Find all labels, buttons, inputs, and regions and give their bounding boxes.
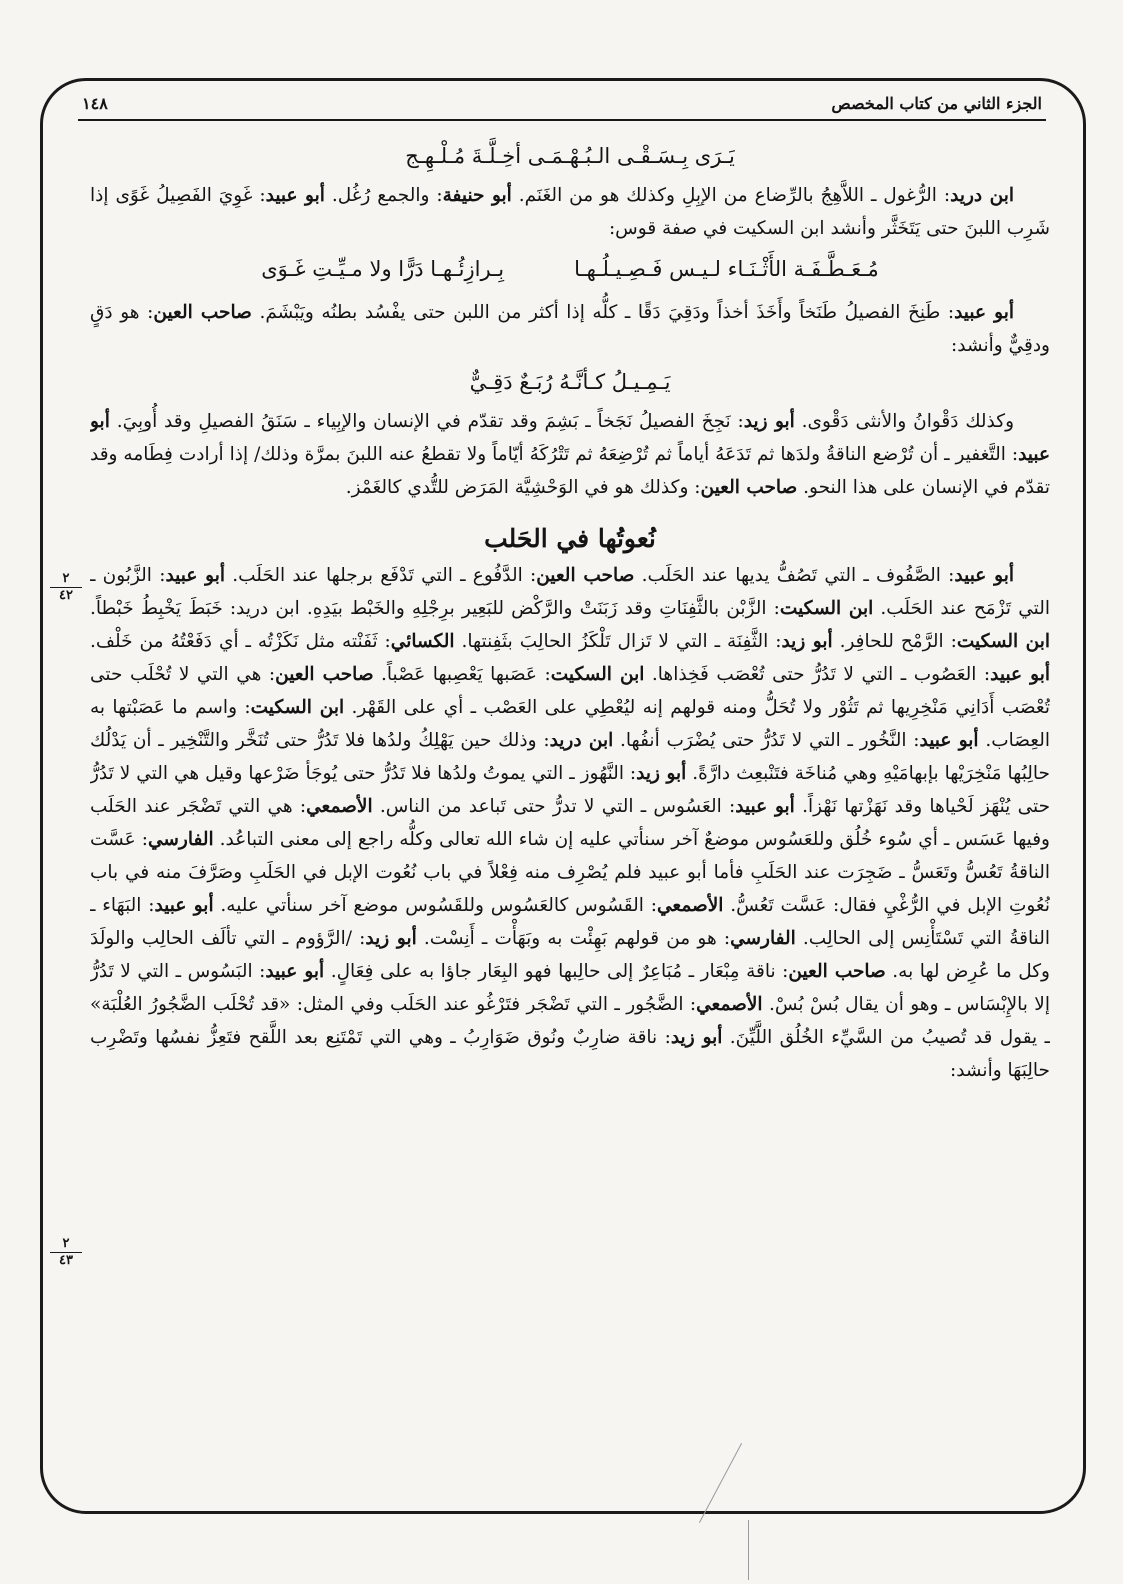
- marginal-page-ref: ٢ ٤٢: [50, 572, 82, 603]
- hemistich-right: مُـعَـطَّـفَـة الأَثْـنَـاء لـيـس فَـصِـيـلُـهـا: [574, 257, 879, 281]
- source-name: أبو عبيد: [165, 565, 226, 586]
- source-name: ابن دريد: [549, 730, 614, 751]
- page-body: [90, 136, 1050, 1496]
- paragraph: أبو عبيد: طَنِخَ الفصيلُ طَنَخاً وأَخَذَ أخذاً ودَقِيَ دَقًا ـ كلُّه إذا أكثر من اللبن حتى يفْسُد بطنُه ويَبْشَمَ. صاحب العين: هو دَقٍ ودقِيٌّ وأنشد:: [90, 302, 1050, 356]
- source-name: ابن السكيت: [956, 631, 1050, 652]
- source-name: ابن السكيت: [550, 664, 645, 685]
- paragraph: ابن دريد: الرُّغول ـ اللاَّهِجُ بالرِّضاع من الإبِلِ وكذلك هو من الغَنَم. أبو حنيفة: والجمع رُغُل. أبو عبيد: غَوِيَ الفَصِيلُ غَوًى إذا شَرِب اللبنَ حتى يَتَخَثَّر وأنشد ابن السكيت في صفة قوس:: [90, 185, 1050, 239]
- source-name: أبو زيد: [743, 411, 795, 432]
- section-heading: نُعوتُها في الحَلب: [484, 524, 656, 553]
- source-name: ابن السكيت: [250, 697, 345, 718]
- verse-line: يَـمِـيـلُ كـأنَّـهُ رُبَـعٌ دَقِـيٌّ: [469, 370, 671, 394]
- source-name: صاحب العين: [700, 477, 798, 498]
- source-name: صاحب العين: [153, 302, 252, 323]
- hemistich-left: بِـرازِئُـهـا دَرًّا ولا مـيِّـتِ غَـوَى: [261, 257, 505, 281]
- source-name: الكسائي: [390, 631, 455, 652]
- source-name: أبو زيد: [636, 763, 687, 784]
- source-name: أبو عبيد: [735, 796, 795, 817]
- source-name: صاحب العين: [536, 565, 635, 586]
- page-number: ١٤٨: [82, 94, 108, 113]
- paragraph: أبو عبيد: الصَّفُوف ـ التي تَصُفُّ يديها عند الحَلَب. صاحب العين: الدَّفُوع ـ التي تَدْفَع برجلها عند الحَلَب. أبو عبيد: الزَّبُون ـ التي تَزْمَح عند الحَلَب. ابن السكيت: الزَّبْن بالثَّفِنَاتِ وقد زَبَنَتْ والرَّكْض للبَعِير برِجْلِهِ والخَبْط بيَدِهِ. ابن دريد: خَبَطَ يَخْبِطُ خَبْطاً. ابن السكيت: الرَّمْح للحافِر. أبو زيد: الثَّفِنَة ـ التي لا تَزال تَلْكَزُ الحالِبَ بثَفِنتها. الكسائي: ثَفَنْته مثل نَكَزْتُه ـ أي دَفَعْتُهُ من خَلْف. أبو عبيد: العَصُوب ـ التي لا تَدُرُّ حتى تُعْصَب فَخِذاها. ابن السكيت: عَصَبها يَعْصِبها عَصْباً. صاحب العين: هي التي لا تُحْلَب حتى تُعْصَب أَدَانِي مَنْخِرِيها ثم تَثُوْر ولا تُحَلُّ ومنه قولهم إنه ليُعْطِي على العَصْب ـ أي على القَهْر. ابن السكيت: واسم ما عَصَبْتها به العِصَاب. أبو عبيد: النَّخُور ـ التي لا تَدُرُّ حتى يُضْرَب أنفُها. ابن دريد: وذلك حين يَهْلِكُ ولدُها فلا تَدُرُّ حتى تُنَخَّر والتَّنْخِير ـ أن يَدْلُك حالِبُها مَنْخِرَيْها بإبهامَيْهِ وهي مُناخَة فتَنْبعِث دارَّةً. أبو زيد: النَّهُوز ـ التي يموتُ ولدُها فلا تَدُرُّ حتى يُوجَأ ضَرْعها وقيل هي التي لا تَدُرُّ حتى يُنْهَز لَحْياها وقد نَهَزْتها نَهْزاً. أبو عبيد: العَسُوس ـ التي لا تدرُّ حتى تَباعد من الناس. الأصمعي: هي التي تَضْجَر عند الحَلَب وفيها عَسَس ـ أي سُوء خُلُق وللعَسُوس موضعٌ آخر سنأتي عليه إن شاء الله تعالى وكلُّه راجع إلى معنى التباعُد. الفارسي: عَسَّت الناقةُ تَعُسُّ وتَعَسُّ ـ ضَجِرَت عند الحَلَبِ فأما أبو عبيد فلم يُصْرِف منه فِعْلاً في باب نُعُوت الإبل في الحَلَبِ وصَرَّفَ منه في باب نُعُوتِ الإبل في الرُّغْيِ فقال: عَسَّت تَعُسُّ. الأصمعي: القَسُوس كالعَسُوس وللقَسُوس موضع آخر سنأتي عليه. أبو عبيد: البَهَاء ـ الناقةُ التي تَسْتَأْنِس إلى الحالِب. الفارسي: هو من قولهم بَهِئْت به وبَهَأْت ـ أَنِسْت. أبو زيد: /الرَّؤوم ـ التي تألَف الحالِب والولَدَ وكل ما عُرِض لها به. صاحب العين: ناقة مِبْعَار ـ مُبَاعِرٌ إلى حالِبها فهو البِعَار جاؤا به على فِعَالٍ. أبو عبيد: البَسُوس ـ التي لا تَدُرُّ إلا بالإِبْسَاس ـ وهو أن يقال بُسْ بُسْ. الأصمعي: الضَّجُور ـ التي تَضْجَر فتَرْغُو عند الحَلَب وفي المثل: «قد تُحْلَب الضَّجُورُ العُلْبَة» ـ يقول قد تُصيبُ من السَّيِّء الخُلُق اللَّيِّنَ. أبو زيد: ناقة ضارِبٌ ونُوق ضَوَارِبُ ـ وهي التي تَمْتَنِع بعد اللَّقح فتَعِزُّ نفسُها وتَضْرِب حالِبَهَا وأنشد:: [90, 565, 1050, 1081]
- source-name: أبو عبيد: [990, 664, 1050, 685]
- page-header: [82, 92, 1042, 118]
- source-name: أبو عبيد: [90, 411, 1050, 465]
- source-name: أبو عبيد: [919, 730, 979, 751]
- running-title: الجزء الثاني من كتاب المخصص: [831, 94, 1042, 113]
- source-name: الفارسي: [730, 928, 796, 949]
- source-name: الأصمعي: [696, 994, 763, 1015]
- source-name: أبو عبيد: [154, 895, 214, 916]
- verse-couplet: [90, 253, 1050, 286]
- marginal-page-ref: ٢ ٤٣: [50, 1237, 82, 1268]
- paragraph: وكذلك دَقْوانُ والأنثى دَقْوى. أبو زيد: نَجِخَ الفصيلُ نَجَخاً ـ بَشِمَ وقد تقدّم في الإنسان والإبِياء ـ سَنَقُ الفصيلِ وقد أُوبِيَ. أبو عبيد: التَّغفير ـ أن تُرْضع الناقةُ ولدَها ثم تَدَعَهُ أياماً ثم تُرْضِعَهُ ثم تَتْرُكَهُ أيّاماً ولا تقطعُ عنه اللبنَ بمرَّة وذلك/ إذا أرادت فِطَامه وقد تقدّم في الإنسان على هذا النحو. صاحب العين: وكذلك هو في الوَحْشِيَّة المَرَض للتُّدي كالغَمْز.: [90, 411, 1050, 498]
- source-name: أبو زيد: [670, 1027, 723, 1048]
- source-name: أبو حنيفة: [442, 185, 512, 206]
- source-name: الأصمعي: [656, 895, 724, 916]
- source-name: أبو عبيد: [265, 185, 325, 206]
- source-name: صاحب العين: [275, 664, 374, 685]
- source-name: أبو عبيد: [954, 565, 1014, 586]
- verse-line: يَـرَى بِـسَـقْـى الـبُـهْـمَـى أخِـلَّـةَ مُـلْـهِـج: [405, 144, 735, 168]
- source-name: الأصمعي: [306, 796, 373, 817]
- source-name: ابن السكيت: [779, 598, 874, 619]
- scan-mark: [748, 1520, 749, 1580]
- header-rule: [78, 119, 1046, 121]
- source-name: صاحب العين: [788, 961, 886, 982]
- source-name: أبو عبيد: [265, 961, 325, 982]
- source-name: ابن دريد: [950, 185, 1014, 206]
- source-name: أبو زيد: [781, 631, 833, 652]
- source-name: أبو عبيد: [954, 302, 1015, 323]
- source-name: الفارسي: [147, 829, 214, 850]
- source-name: أبو زيد: [365, 928, 417, 949]
